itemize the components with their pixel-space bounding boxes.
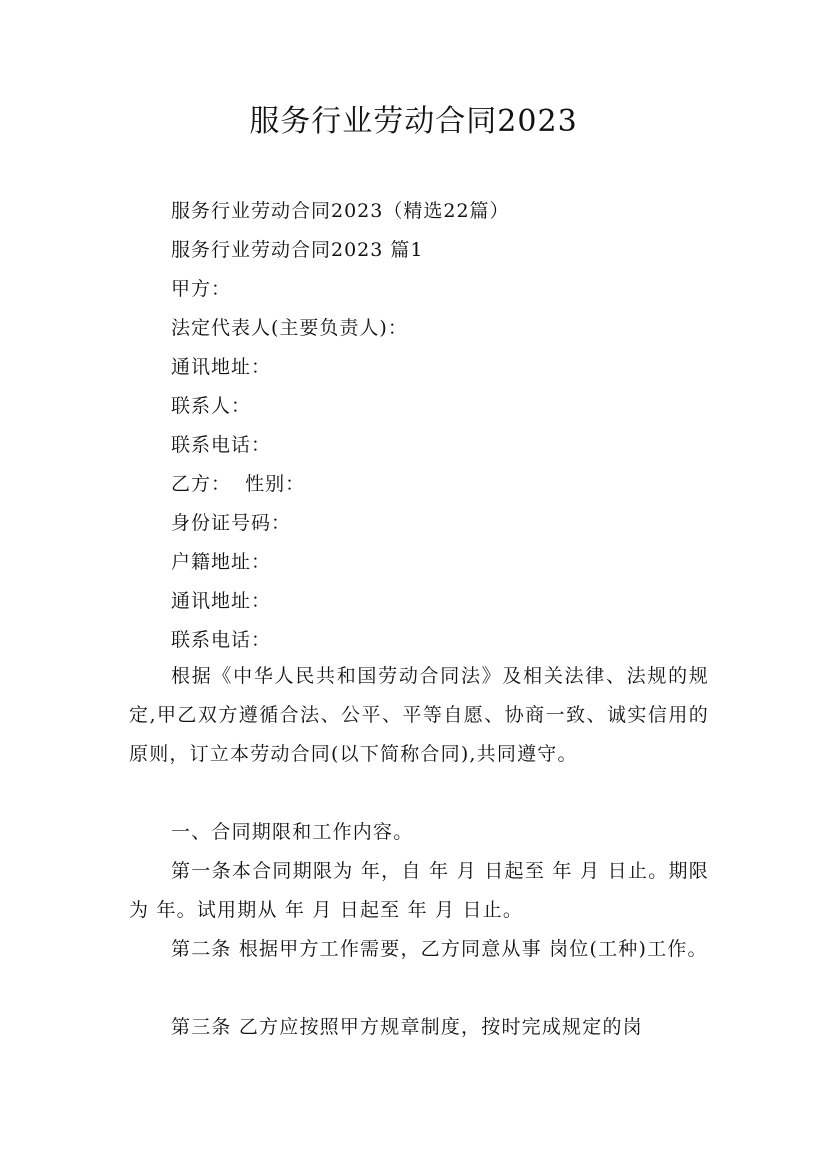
section-heading: 服务行业劳动合同2023 篇1 xyxy=(171,239,424,261)
chapter-one-heading: 一、合同期限和工作内容。 xyxy=(171,821,414,843)
document-title: 服务行业劳动合同2023 xyxy=(249,104,578,139)
party-b-household: 户籍地址： xyxy=(171,551,272,573)
party-b-label-gender: 乙方： 性别： xyxy=(171,473,306,495)
article-three: 第三条 乙方应按照甲方规章制度，按时完成规定的岗 xyxy=(171,1016,643,1038)
party-a-address: 通讯地址： xyxy=(171,356,272,378)
article-one: 第一条本合同期限为 年，自 年 月 日起至 年 月 日止。期限为 年。试用期从 年 月 日起至 年 月 日止。 xyxy=(129,860,709,921)
party-b-phone: 联系电话： xyxy=(171,629,272,651)
party-b-id-number: 身份证号码： xyxy=(171,512,292,534)
party-a-legal-rep: 法定代表人(主要负责人)： xyxy=(171,317,408,339)
article-two: 第二条 根据甲方工作需要，乙方同意从事 岗位(工种)工作。 xyxy=(171,938,708,960)
party-a-phone: 联系电话： xyxy=(171,434,272,456)
intro-paragraph: 根据《中华人民共和国劳动合同法》及相关法律、法规的规定,甲乙双方遵循合法、公平、平等自愿、协商一致、诚实信用的原则，订立本劳动合同(以下简称合同),共同遵守。 xyxy=(129,665,709,765)
party-a-contact: 联系人： xyxy=(171,395,252,417)
party-b-address: 通讯地址： xyxy=(171,590,272,612)
document-subtitle: 服务行业劳动合同2023（精选22篇） xyxy=(171,200,510,222)
party-a-label: 甲方： xyxy=(171,278,232,300)
